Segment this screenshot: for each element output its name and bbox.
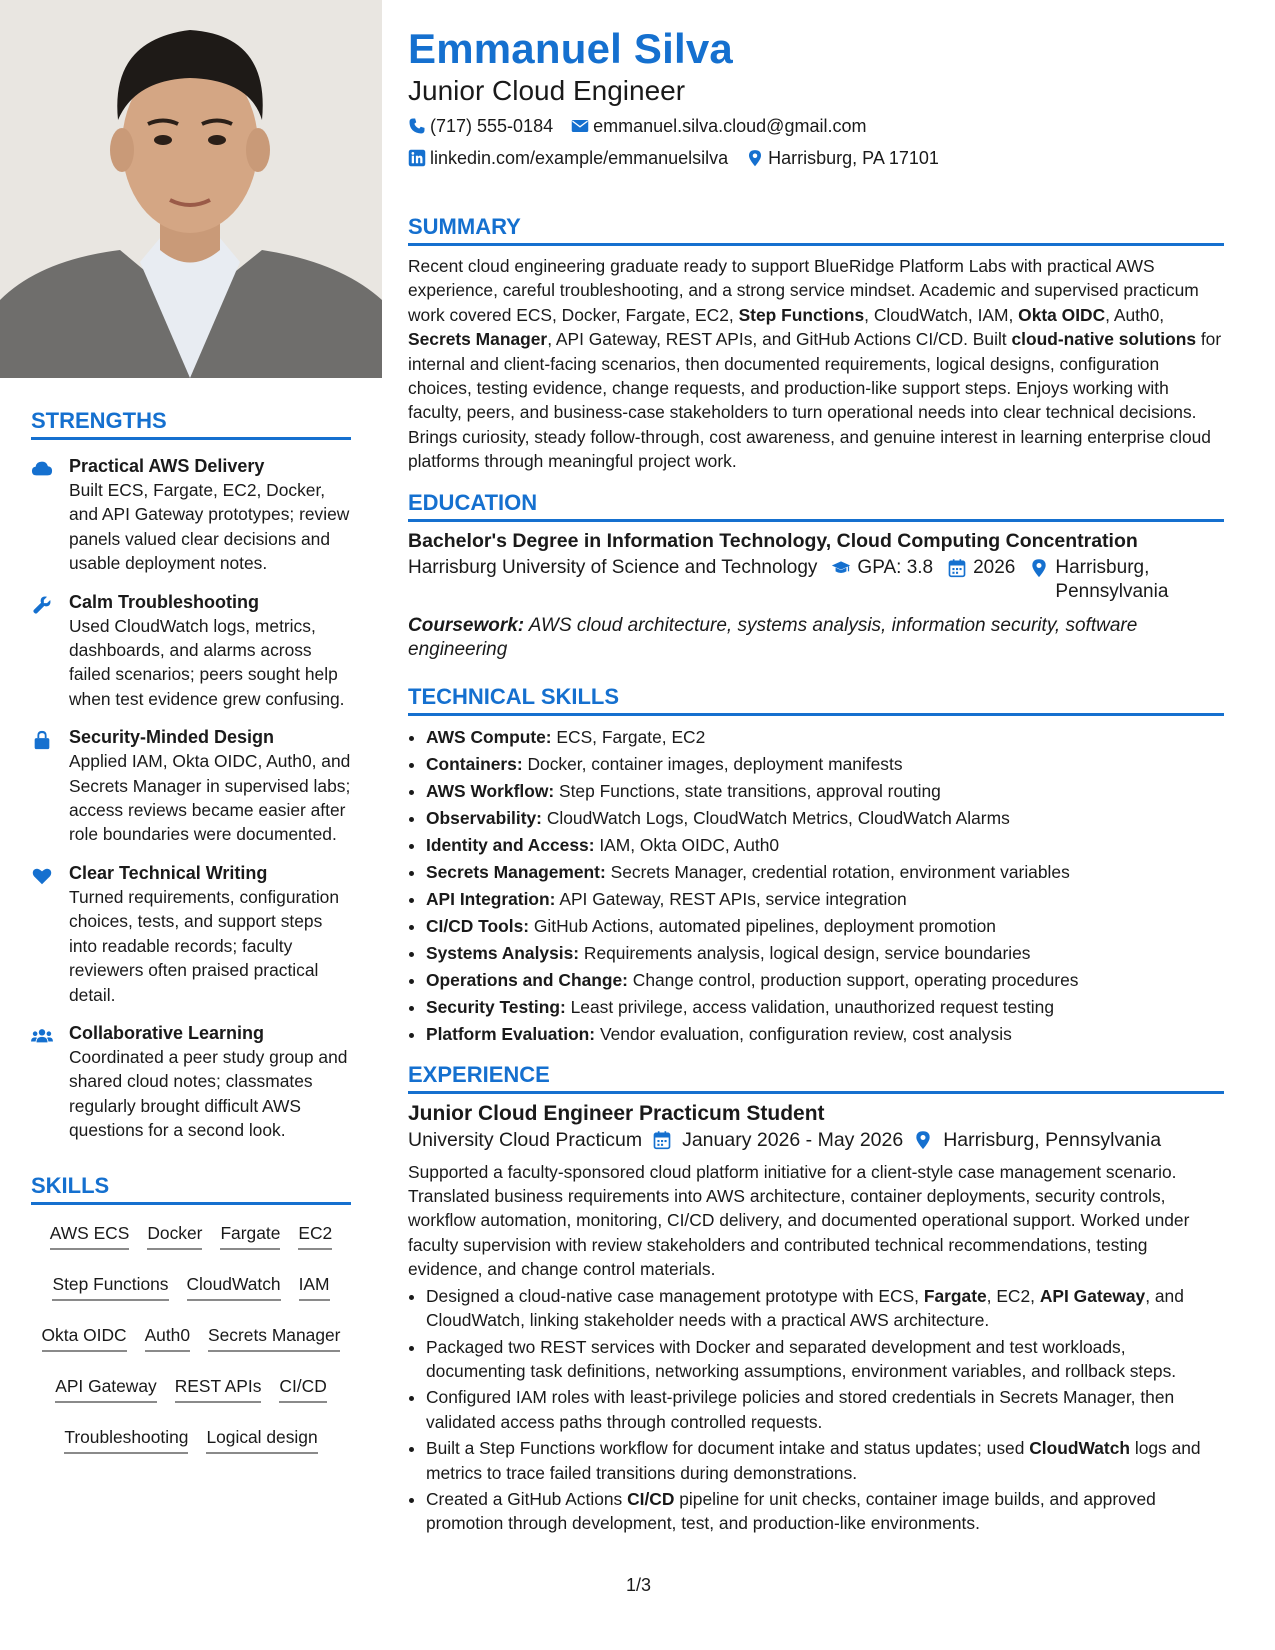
technical-skills-list bbox=[408, 724, 1224, 1048]
skills-tags bbox=[31, 1219, 351, 1466]
list-item bbox=[426, 940, 1224, 967]
experience-org: University Cloud Practicum bbox=[408, 1128, 643, 1151]
skill-value: API Gateway, REST APIs, service integration bbox=[555, 888, 907, 909]
strength-heading: Calm Troubleshooting bbox=[69, 591, 260, 612]
bullet-text: pipeline for unit checks, container image builds, and approved promotion through development, test, and production-like environments. bbox=[426, 1488, 1156, 1534]
summary-part: Recent cloud engineering graduate ready to support BlueRidge Platform Labs with practical AWS experience, careful troubleshooting, and a strong service mindset. Academic and supervised practicum work covered ECS, Docker, Fargate, EC2, bbox=[408, 256, 1199, 325]
map-pin-icon bbox=[913, 1130, 933, 1150]
skill-tag: AWS ECS bbox=[50, 1219, 130, 1250]
list-item bbox=[426, 1021, 1224, 1048]
calendar-icon bbox=[652, 1130, 672, 1150]
portrait-image bbox=[0, 0, 382, 378]
skill-label: Operations and Change: bbox=[426, 969, 628, 990]
heart-icon bbox=[31, 861, 69, 1007]
experience-bullets bbox=[408, 1284, 1224, 1536]
list-item bbox=[426, 913, 1224, 940]
bullet-text: logs and metrics to trace failed transitions during demonstrations. bbox=[426, 1438, 1201, 1483]
phone-icon bbox=[408, 117, 426, 135]
list-item bbox=[426, 1284, 1224, 1333]
strength-text: Built ECS, Fargate, EC2, Docker, and API Gateway prototypes; review panels valued clear decisions and usable deployment notes. bbox=[69, 480, 350, 574]
sidebar bbox=[0, 0, 382, 1650]
experience-description: Supported a faculty-sponsored cloud platform initiative for a client-style case management scenario. Translated business requirements into AWS architecture, container deployments, security controls, workflow automation, monitoring, CI/CD delivery, and documented operational support. Worked under faculty supervision with review stakeholders and contributed technical recommendations, testing evidence, and change control materials. bbox=[408, 1161, 1190, 1280]
summary-bold: Secrets Manager bbox=[408, 329, 548, 350]
gpa-text: GPA: 3.8 bbox=[857, 556, 934, 578]
strength-text: Applied IAM, Okta OIDC, Auth0, and Secrets Manager in supervised labs; access reviews became easier after role boundaries were documented. bbox=[69, 751, 351, 845]
strength-text: Used CloudWatch logs, metrics, dashboards, and alarms across failed scenarios; peers sought help when test evidence grew confusing. bbox=[69, 615, 345, 709]
experience-title: EXPERIENCE bbox=[408, 1062, 1224, 1094]
skill-tag: Auth0 bbox=[145, 1321, 190, 1352]
list-item bbox=[426, 994, 1224, 1021]
summary-bold: Okta OIDC bbox=[1018, 304, 1106, 325]
skill-label: CI/CD Tools: bbox=[426, 915, 530, 936]
degree-title: Bachelor's Degree in Information Technology, Cloud Computing Concentration bbox=[408, 529, 1138, 552]
graduation-cap-icon bbox=[831, 558, 851, 578]
edu-location-text: Harrisburg, Pennsylvania bbox=[1055, 556, 1169, 602]
map-pin-icon bbox=[1029, 558, 1049, 578]
summary-bold: Step Functions bbox=[738, 304, 865, 325]
summary-part: , Auth0, bbox=[1105, 304, 1165, 325]
technical-skills-title: TECHNICAL SKILLS bbox=[408, 684, 1224, 716]
skill-tag: Fargate bbox=[220, 1219, 280, 1250]
education-title: EDUCATION bbox=[408, 490, 1224, 522]
skill-value: Vendor evaluation, configuration review, cost analysis bbox=[595, 1023, 1012, 1044]
strength-item bbox=[31, 861, 351, 1007]
strength-heading: Collaborative Learning bbox=[69, 1022, 265, 1043]
coursework-text: AWS cloud architecture, systems analysis, information security, software engineering bbox=[408, 614, 1138, 660]
skill-tag: API Gateway bbox=[55, 1372, 157, 1403]
skills-title: SKILLS bbox=[31, 1173, 351, 1205]
skill-tag: CI/CD bbox=[279, 1372, 326, 1403]
skill-tag: Troubleshooting bbox=[64, 1423, 188, 1454]
coursework bbox=[408, 614, 1224, 662]
experience-meta bbox=[408, 1129, 1224, 1152]
strength-item bbox=[31, 454, 351, 576]
skill-label: Security Testing: bbox=[426, 996, 566, 1017]
skill-tag: REST APIs bbox=[175, 1372, 262, 1403]
skill-label: Identity and Access: bbox=[426, 834, 595, 855]
page-number: 1/3 bbox=[626, 1575, 652, 1595]
list-item bbox=[426, 832, 1224, 859]
skill-tag: Step Functions bbox=[52, 1270, 168, 1301]
location-text: Harrisburg, PA 17101 bbox=[768, 148, 939, 168]
skill-tag: Logical design bbox=[206, 1423, 317, 1454]
skill-label: Platform Evaluation: bbox=[426, 1023, 596, 1044]
skill-label: AWS Workflow: bbox=[426, 780, 555, 801]
skill-label: Systems Analysis: bbox=[426, 942, 580, 963]
email-text: emmanuel.silva.cloud@gmail.com bbox=[593, 116, 867, 136]
school-name: Harrisburg University of Science and Technology bbox=[408, 556, 818, 578]
list-item bbox=[426, 1436, 1224, 1485]
skill-value: Least privilege, access validation, unauthorized request testing bbox=[565, 996, 1054, 1017]
coursework-label: Coursework: bbox=[408, 614, 525, 636]
wrench-icon bbox=[31, 590, 69, 712]
bullet-text: Packaged two REST services with Docker and separated development and test workloads, documenting task definitions, networking assumptions, environment variables, and rollback steps. bbox=[426, 1336, 1177, 1381]
skill-label: AWS Compute: bbox=[426, 726, 552, 747]
main-column bbox=[382, 0, 1275, 1650]
bullet-text: , and CloudWatch, linking stakeholder needs with a practical AWS architecture. bbox=[426, 1285, 1184, 1331]
profile-photo bbox=[0, 0, 382, 378]
skill-tag: CloudWatch bbox=[187, 1270, 281, 1301]
bullet-bold: API Gateway bbox=[1039, 1285, 1146, 1306]
strength-text: Turned requirements, configuration choices, tests, and support steps into readable records; faculty reviewers often praised practical detail. bbox=[69, 886, 340, 1005]
email-contact[interactable] bbox=[571, 112, 866, 140]
skill-value: Requirements analysis, logical design, service boundaries bbox=[579, 942, 1031, 963]
map-pin-icon bbox=[746, 149, 764, 167]
bullet-bold: Fargate bbox=[923, 1285, 987, 1306]
skill-label: Secrets Management: bbox=[426, 861, 606, 882]
strength-heading: Security-Minded Design bbox=[69, 727, 275, 748]
bullet-bold: CloudWatch bbox=[1029, 1438, 1131, 1459]
summary-part: , API Gateway, REST APIs, and GitHub Actions CI/CD. Built bbox=[547, 329, 1012, 350]
skill-label: Containers: bbox=[426, 753, 523, 774]
skill-tag: IAM bbox=[299, 1270, 330, 1301]
experience-dates: January 2026 - May 2026 bbox=[682, 1128, 904, 1151]
summary-part: , CloudWatch, IAM, bbox=[864, 304, 1019, 325]
calendar-icon bbox=[947, 558, 967, 578]
summary-title: SUMMARY bbox=[408, 214, 1224, 246]
year-item bbox=[947, 556, 1015, 580]
strength-item bbox=[31, 1021, 351, 1143]
skill-label: API Integration: bbox=[426, 888, 556, 909]
skill-label: Observability: bbox=[426, 807, 542, 828]
skill-value: Change control, production support, operating procedures bbox=[627, 969, 1079, 990]
summary-bold: cloud-native solutions bbox=[1011, 329, 1197, 350]
skill-value: Step Functions, state transitions, approval routing bbox=[554, 780, 941, 801]
list-item bbox=[426, 886, 1224, 913]
bullet-text: Configured IAM roles with least-privilege policies and stored credentials in Secrets Manager, then validated access paths through controlled requests. bbox=[426, 1387, 1175, 1432]
list-item bbox=[426, 859, 1224, 886]
cloud-icon bbox=[31, 454, 69, 576]
lock-icon bbox=[31, 725, 69, 847]
skill-value: Secrets Manager, credential rotation, environment variables bbox=[605, 861, 1070, 882]
edu-location-item bbox=[1029, 556, 1169, 604]
summary-part: for internal and client-facing scenarios, then documented requirements, logical designs, configuration choices, testing evidence, change requests, and production-like support steps. Enjoys working with faculty, peers, and business-case stakeholders to turn operational needs into clear technical decisions. Brings curiosity, steady follow-through, cost awareness, and genuine interest in learning enterprise cloud platforms through meaningful project work. bbox=[408, 329, 1222, 472]
strength-heading: Clear Technical Writing bbox=[69, 862, 268, 883]
bullet-text: Created a GitHub Actions bbox=[426, 1488, 628, 1509]
users-icon bbox=[31, 1021, 69, 1143]
strengths-section bbox=[0, 378, 382, 1466]
skill-value: GitHub Actions, automated pipelines, deployment promotion bbox=[529, 915, 996, 936]
phone-contact[interactable] bbox=[408, 112, 553, 140]
location-contact bbox=[746, 144, 939, 172]
skill-value: Docker, container images, deployment manifests bbox=[522, 753, 903, 774]
experience-location: Harrisburg, Pennsylvania bbox=[943, 1128, 1162, 1151]
list-item bbox=[426, 1487, 1224, 1536]
job-title: Junior Cloud Engineer bbox=[408, 75, 686, 106]
list-item bbox=[426, 724, 1224, 751]
contact-row bbox=[408, 112, 1224, 140]
year-text: 2026 bbox=[973, 556, 1016, 578]
linkedin-contact[interactable] bbox=[408, 144, 728, 172]
bullet-text: , EC2, bbox=[986, 1285, 1040, 1306]
linkedin-icon bbox=[408, 149, 426, 167]
list-item bbox=[426, 778, 1224, 805]
candidate-name: Emmanuel Silva bbox=[408, 25, 733, 72]
skill-value: ECS, Fargate, EC2 bbox=[551, 726, 706, 747]
strength-item bbox=[31, 725, 351, 847]
bullet-text: Designed a cloud-native case management prototype with ECS, bbox=[426, 1285, 924, 1306]
skill-tag: EC2 bbox=[298, 1219, 332, 1250]
gpa-item bbox=[831, 556, 933, 580]
strength-text: Coordinated a peer study group and shared cloud notes; classmates regularly brought difficult AWS questions for a second look. bbox=[69, 1046, 348, 1141]
strength-heading: Practical AWS Delivery bbox=[69, 456, 265, 476]
list-item bbox=[426, 751, 1224, 778]
skill-tag: Okta OIDC bbox=[42, 1321, 127, 1352]
bullet-bold: CI/CD bbox=[627, 1488, 675, 1509]
envelope-icon bbox=[571, 117, 589, 135]
skill-value: IAM, Okta OIDC, Auth0 bbox=[594, 834, 780, 855]
education-meta bbox=[408, 556, 1224, 604]
list-item bbox=[426, 805, 1224, 832]
contact-row bbox=[408, 144, 1224, 172]
strengths-title: STRENGTHS bbox=[31, 408, 351, 440]
list-item bbox=[426, 1335, 1224, 1384]
skill-tag: Secrets Manager bbox=[208, 1321, 340, 1352]
summary-text bbox=[408, 254, 1224, 474]
list-item bbox=[426, 1385, 1224, 1434]
skill-value: CloudWatch Logs, CloudWatch Metrics, CloudWatch Alarms bbox=[541, 807, 1010, 828]
phone-text: (717) 555-0184 bbox=[430, 116, 554, 136]
experience-job-title: Junior Cloud Engineer Practicum Student bbox=[408, 1101, 825, 1125]
bullet-text: Built a Step Functions workflow for document intake and status updates; used bbox=[426, 1438, 1030, 1459]
list-item bbox=[426, 967, 1224, 994]
skill-tag: Docker bbox=[147, 1219, 202, 1250]
linkedin-text: linkedin.com/example/emmanuelsilva bbox=[430, 148, 729, 168]
strength-item bbox=[31, 590, 351, 712]
